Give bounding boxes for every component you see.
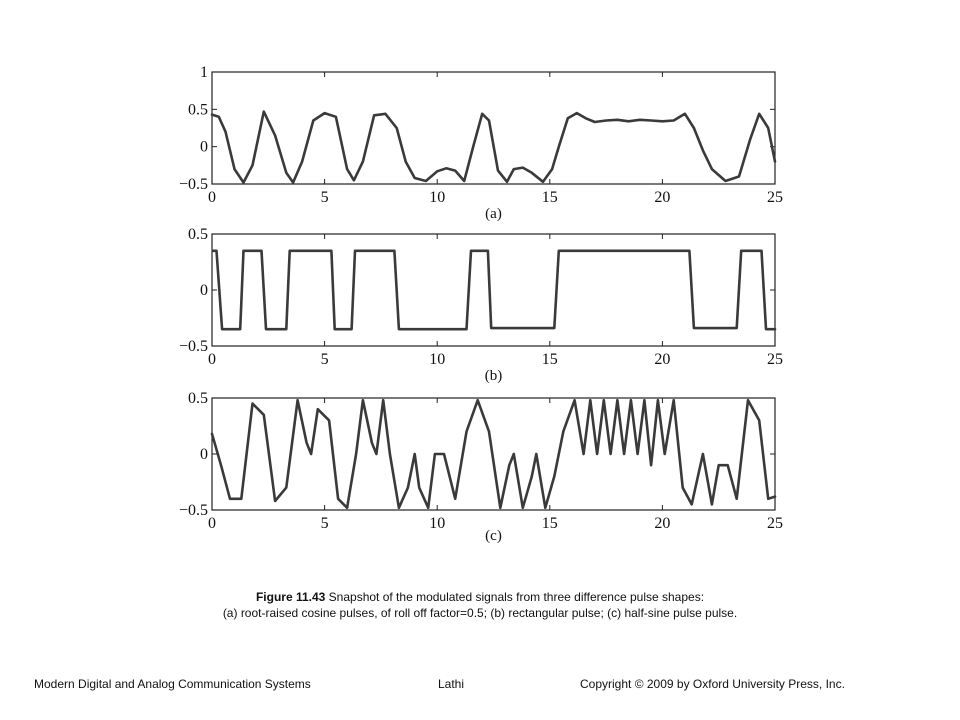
panel-a-signal-line bbox=[212, 112, 775, 183]
panel-b-x-tick-label: 15 bbox=[541, 351, 558, 368]
panel-c-y-tick-label: 0 bbox=[200, 446, 208, 463]
panel-b-signal-line bbox=[213, 251, 775, 329]
panel-b-x-tick-label: 5 bbox=[320, 351, 329, 368]
panel-b-y-tick-label: 0.5 bbox=[188, 226, 208, 243]
panel-a-x-tick-label: 10 bbox=[429, 189, 446, 206]
panel-b-label: (b) bbox=[484, 368, 503, 384]
footer-book-title: Modern Digital and Analog Communication Systems bbox=[34, 677, 311, 691]
panel-a-y-tick-label: 1 bbox=[200, 64, 208, 81]
panel-b-x-tick-label: 10 bbox=[429, 351, 446, 368]
panel-b-y-tick-label: 0 bbox=[200, 282, 208, 299]
panel-c-x-tick-label: 0 bbox=[208, 515, 216, 532]
panel-c-y-tick-label: −0.5 bbox=[178, 502, 208, 519]
panel-a-x-tick-label: 0 bbox=[208, 189, 216, 206]
panel-a-label: (a) bbox=[485, 206, 502, 222]
panel-a-y-tick-label: −0.5 bbox=[178, 176, 208, 193]
panel-c-x-tick-label: 20 bbox=[654, 515, 671, 532]
figure-caption-line1 bbox=[0, 590, 960, 604]
panel-b-x-tick-label: 20 bbox=[654, 351, 671, 368]
panel-c-x-tick-label: 15 bbox=[541, 515, 558, 532]
panel-b-x-tick-label: 25 bbox=[767, 351, 783, 368]
panel-a-x-tick-label: 25 bbox=[767, 189, 783, 206]
panel-c-label: (c) bbox=[485, 528, 502, 544]
footer-author: Lathi bbox=[438, 677, 465, 691]
figure-number: Figure 11.43 bbox=[255, 590, 326, 604]
panel-a-x-tick-label: 5 bbox=[320, 189, 329, 206]
panel-c-x-tick-label: 25 bbox=[767, 515, 783, 532]
panel-c-signal-line bbox=[212, 400, 775, 508]
panel-a-x-tick-label: 20 bbox=[654, 189, 671, 206]
panel-c-y-tick-label: 0.5 bbox=[188, 390, 208, 407]
footer-copyright: Copyright © 2009 by Oxford University Press, Inc. bbox=[580, 677, 845, 691]
panel-a-plot-frame bbox=[212, 72, 775, 184]
caption-text-line1: Snapshot of the modulated signals from three difference pulse shapes: bbox=[325, 590, 705, 604]
panel-c-x-tick-label: 10 bbox=[429, 515, 446, 532]
panel-c-x-tick-label: 5 bbox=[320, 515, 329, 532]
panel-a-y-tick-label: 0.5 bbox=[188, 101, 208, 119]
panel-a-x-tick-label: 15 bbox=[541, 189, 558, 206]
figure-caption-line2: (a) root-raised cosine pulses, of roll off factor=0.5; (b) rectangular pulse; (c) half-sine pulse pulse. bbox=[222, 606, 738, 620]
panel-b-x-tick-label: 0 bbox=[208, 351, 216, 368]
panel-b-y-tick-label: −0.5 bbox=[178, 338, 208, 355]
panel-a-y-tick-label: 0 bbox=[200, 138, 208, 156]
